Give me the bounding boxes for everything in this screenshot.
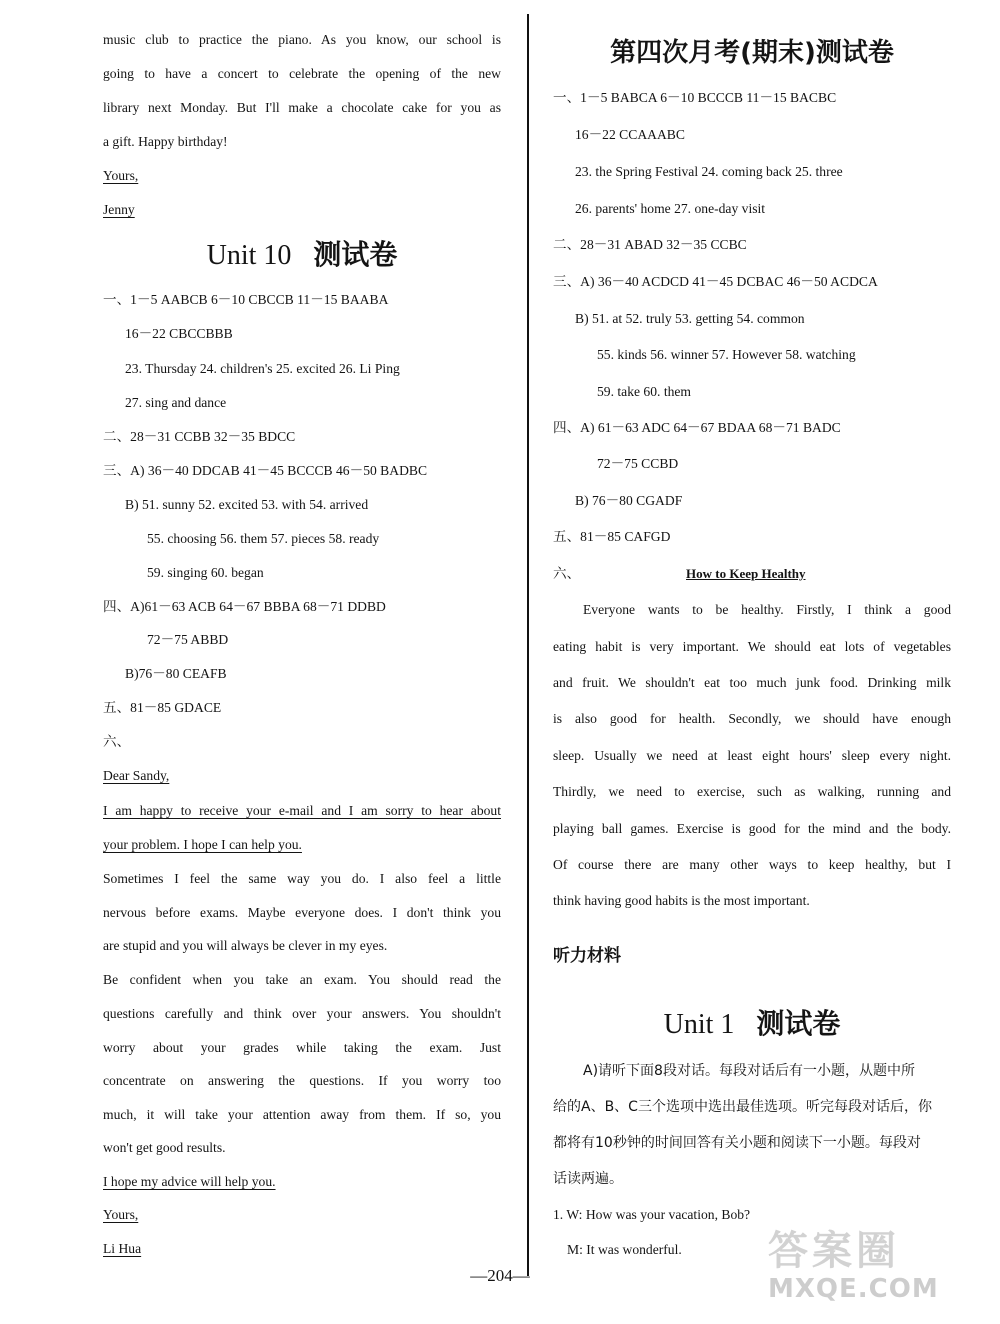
- answer-line: 59. singing 60. began: [147, 565, 264, 580]
- answer-line: 23. Thursday 24. children's 25. excited 26. Li Ping: [125, 361, 400, 376]
- page-number: —204—: [470, 1266, 530, 1285]
- answer-line: B)76－80 CEAFB: [125, 666, 227, 681]
- answer-line: 六、: [103, 734, 131, 749]
- letter-line: going to have a concert to celebrate the opening of the new: [103, 66, 501, 81]
- answer-line: 三、A) 36－40 DDCAB 41－45 BCCCB 46－50 BADBC: [103, 463, 428, 478]
- unit10-title: [103, 238, 501, 273]
- letter-line: music club to practice the piano. As you know, our school is: [103, 32, 501, 47]
- essay-line: and fruit. We shouldn't eat too much junk food. Drinking milk: [553, 675, 951, 690]
- letter-closing: Yours,: [103, 168, 139, 183]
- instruction-line: 都将有10秒钟的时间回答有关小题和阅读下一小题。每段对: [553, 1135, 921, 1151]
- unit1-title-en: Unit 1: [663, 1009, 735, 1040]
- watermark: [768, 1228, 988, 1318]
- answer-line: 72－75 ABBD: [147, 632, 229, 647]
- essay-line: is also good for health. Secondly, we should have enough: [553, 711, 951, 726]
- answer-line: 55. kinds 56. winner 57. However 58. watching: [597, 347, 856, 362]
- essay-line: eating habit is very important. We should eat lots of vegetables: [553, 639, 951, 654]
- final-exam-title: 第四次月考(期末)测试卷: [610, 38, 894, 68]
- dialogue-line: 1. W: How was your vacation, Bob?: [553, 1207, 751, 1222]
- letter-signature: Jenny: [103, 202, 135, 217]
- essay-title: How to Keep Healthy: [686, 566, 806, 581]
- essay-line: I am happy to receive your e-mail and I am sorry to hear about: [103, 803, 501, 818]
- answer-line: 23. the Spring Festival 24. coming back 25. three: [575, 164, 843, 179]
- essay-line: Everyone wants to be healthy. Firstly, I think a good: [583, 602, 951, 617]
- answer-line: 27. sing and dance: [125, 395, 227, 410]
- answer-line: 二、28－31 ABAD 32－35 CCBC: [553, 237, 747, 252]
- answer-line: 四、A) 61－63 ADC 64－67 BDAA 68－71 BADC: [553, 420, 841, 435]
- essay-label: 六、: [553, 566, 581, 581]
- essay-line: Of course there are many other ways to keep healthy, but I: [553, 857, 951, 872]
- dialogue-line: M: It was wonderful.: [567, 1242, 682, 1257]
- letter-line: library next Monday. But I'll make a chocolate cake for you as: [103, 100, 501, 115]
- essay-line: I hope my advice will help you.: [103, 1174, 276, 1189]
- answer-line: 26. parents' home 27. one-day visit: [575, 201, 766, 216]
- essay-line: won't get good results.: [103, 1140, 226, 1155]
- essay-line: Be confident when you take an exam. You should read the: [103, 972, 501, 987]
- essay-line: playing ball games. Exercise is good for the mind and the body.: [553, 821, 951, 836]
- unit1-title-cn: 测试卷: [756, 1007, 841, 1040]
- watermark-bottom: MXQE.COM: [768, 1274, 939, 1304]
- answer-line: B) 51. sunny 52. excited 53. with 54. arrived: [125, 497, 369, 512]
- essay-closing: Yours,: [103, 1207, 139, 1222]
- letter-line: a gift. Happy birthday!: [103, 134, 228, 149]
- essay-line: Sometimes I feel the same way you do. I also feel a little: [103, 871, 501, 886]
- answer-line: 三、A) 36－40 ACDCD 41－45 DCBAC 46－50 ACDCA: [553, 274, 878, 289]
- column-divider: [527, 14, 529, 1276]
- answer-line: 一、1－5 BABCA 6－10 BCCCB 11－15 BACBC: [553, 90, 837, 105]
- unit10-title-en: Unit 10: [206, 240, 292, 271]
- answer-line: 五、81－85 GDACE: [103, 700, 222, 715]
- right-column: [553, 0, 951, 1270]
- answer-line: 16－22 CBCCBBB: [125, 326, 233, 341]
- left-column: [103, 0, 501, 1270]
- essay-line: think having good habits is the most important.: [553, 893, 810, 908]
- essay-line: worry about your grades while taking the exam. Just: [103, 1040, 501, 1055]
- answer-line: 55. choosing 56. them 57. pieces 58. ready: [147, 531, 380, 546]
- instruction-line: A)请听下面8段对话。每段对话后有一小题，从题中所: [583, 1063, 915, 1079]
- essay-line: Thirdly, we need to exercise, such as walking, running and: [553, 784, 951, 799]
- answer-line: 59. take 60. them: [597, 384, 692, 399]
- answer-line: 一、1－5 AABCB 6－10 CBCCB 11－15 BAABA: [103, 292, 389, 307]
- essay-signature: Li Hua: [103, 1241, 142, 1256]
- essay-line: concentrate on answering the questions. If you worry too: [103, 1073, 501, 1088]
- answer-line: 二、28－31 CCBB 32－35 BDCC: [103, 429, 296, 444]
- answer-line: 五、81－85 CAFGD: [553, 529, 671, 544]
- essay-line: nervous before exams. Maybe everyone does. I don't think you: [103, 905, 501, 920]
- essay-line: sleep. Usually we need at least eight hours' sleep every night.: [553, 748, 951, 763]
- essay-line: questions carefully and think over your answers. You shouldn't: [103, 1006, 501, 1021]
- instruction-line: 给的A、B、C三个选项中选出最佳选项。听完每段对话后，你: [553, 1099, 932, 1115]
- answer-line: 72－75 CCBD: [597, 456, 679, 471]
- essay-line: are stupid and you will always be clever in my eyes.: [103, 938, 388, 953]
- essay-greeting: Dear Sandy,: [103, 768, 170, 783]
- unit1-title: [553, 1007, 951, 1042]
- answer-line: B) 51. at 52. truly 53. getting 54. common: [575, 311, 805, 326]
- instruction-line: 话读两遍。: [553, 1171, 623, 1187]
- unit10-title-cn: 测试卷: [313, 238, 398, 271]
- answer-line: 四、A)61－63 ACB 64－67 BBBA 68－71 DDBD: [103, 599, 386, 614]
- answer-line: B) 76－80 CGADF: [575, 493, 683, 508]
- essay-line: your problem. I hope I can help you.: [103, 837, 302, 852]
- watermark-top: 答案圈: [768, 1228, 900, 1274]
- answer-line: 16－22 CCAAABC: [575, 127, 685, 142]
- essay-line: much, it will take your attention away from them. If so, you: [103, 1107, 501, 1122]
- listening-heading: 听力材料: [553, 946, 621, 966]
